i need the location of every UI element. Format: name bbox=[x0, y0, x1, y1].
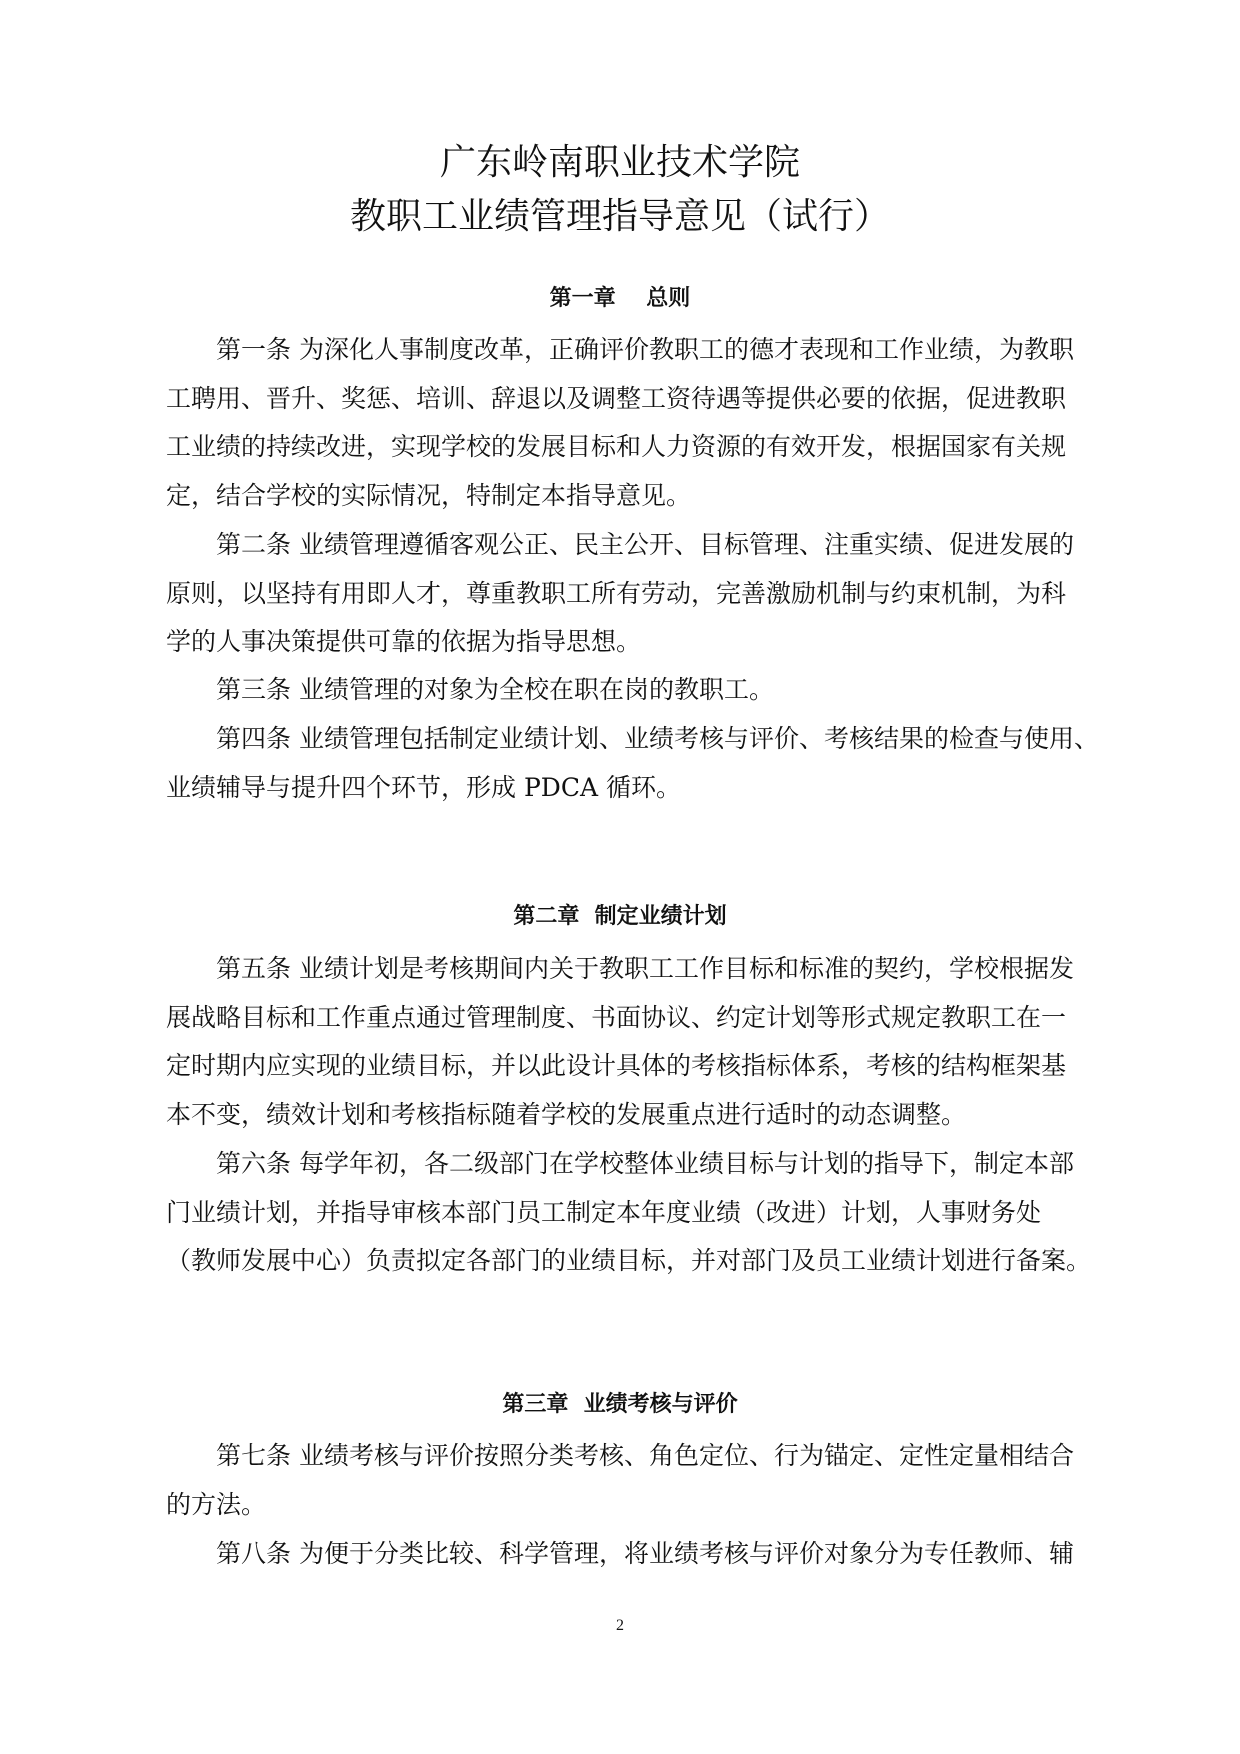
chapter-2-heading: 第二章 制定业绩计划 bbox=[513, 904, 727, 929]
article-1-line-4: 定，结合学校的实际情况，特制定本指导意见。 bbox=[166, 480, 692, 510]
article-5-line-2: 展战略目标和工作重点通过管理制度、书面协议、约定计划等形式规定教职工在一 bbox=[166, 1002, 1067, 1032]
article-8-line-1: 第八条 为便于分类比较、科学管理，将业绩考核与评价对象分为专任教师、辅 bbox=[216, 1539, 1074, 1568]
article-6-line-1: 第六条 每学年初，各二级部门在学校整体业绩目标与计划的指导下，制定本部 bbox=[216, 1149, 1074, 1178]
article-5 bbox=[166, 945, 1081, 1139]
article-6-line-3: （教师发展中心）负责拟定各部门的业绩目标，并对部门及员工业绩计划进行备案。 bbox=[166, 1246, 1092, 1275]
article-1-line-1: 第一条 为深化人事制度改革，正确评价教职工的德才表现和工作业绩，为教职 bbox=[216, 335, 1074, 364]
article-5-line-4: 本不变，绩效计划和考核指标随着学校的发展重点进行适时的动态调整。 bbox=[166, 1099, 967, 1129]
article-3-line-1: 第三条 业绩管理的对象为全校在职在岗的教职工。 bbox=[216, 675, 774, 704]
article-3 bbox=[166, 666, 1081, 715]
article-4-line-2: 业绩辅导与提升四个环节，形成 PDCA 循环。 bbox=[166, 772, 681, 802]
chapter-3-heading: 第三章 业绩考核与评价 bbox=[502, 1392, 738, 1417]
article-7 bbox=[166, 1432, 1081, 1529]
article-8 bbox=[166, 1530, 1081, 1579]
article-1 bbox=[166, 326, 1081, 520]
document-title-line-1: 广东岭南职业技术学院 bbox=[439, 142, 800, 183]
article-5-line-3: 定时期内应实现的业绩目标，并以此设计具体的考核指标体系，考核的结构框架基 bbox=[166, 1051, 1067, 1080]
article-7-line-2: 的方法。 bbox=[166, 1489, 267, 1519]
article-1-line-3: 工业绩的持续改进，实现学校的发展目标和人力资源的有效开发，根据国家有关规 bbox=[166, 432, 1067, 461]
article-2-line-1: 第二条 业绩管理遵循客观公正、民主公开、目标管理、注重实绩、促进发展的 bbox=[216, 530, 1074, 559]
article-5-line-1: 第五条 业绩计划是考核期间内关于教职工工作目标和标准的契约，学校根据发 bbox=[216, 954, 1074, 983]
article-6-line-2: 门业绩计划，并指导审核本部门员工制定本年度业绩（改进）计划，人事财务处 bbox=[166, 1197, 1042, 1227]
article-2-line-3: 学的人事决策提供可靠的依据为指导思想。 bbox=[166, 627, 642, 656]
page-number: 2 bbox=[616, 1617, 624, 1634]
document-title-line-2: 教职工业绩管理指导意见（试行） bbox=[349, 196, 890, 237]
chapter-1-heading: 第一章 总则 bbox=[549, 286, 691, 311]
article-1-line-2: 工聘用、晋升、奖惩、培训、辞退以及调整工资待遇等提供必要的依据，促进教职 bbox=[166, 383, 1067, 413]
article-4-line-1: 第四条 业绩管理包括制定业绩计划、业绩考核与评价、考核结果的检查与使用、 bbox=[216, 724, 1099, 753]
article-4 bbox=[166, 715, 1099, 812]
article-7-line-1: 第七条 业绩考核与评价按照分类考核、角色定位、行为锚定、定性定量相结合 bbox=[216, 1441, 1074, 1470]
article-2 bbox=[166, 521, 1081, 667]
article-2-line-2: 原则，以坚持有用即人才，尊重教职工所有劳动，完善激励机制与约束机制，为科 bbox=[166, 578, 1067, 608]
article-6 bbox=[166, 1140, 1092, 1286]
